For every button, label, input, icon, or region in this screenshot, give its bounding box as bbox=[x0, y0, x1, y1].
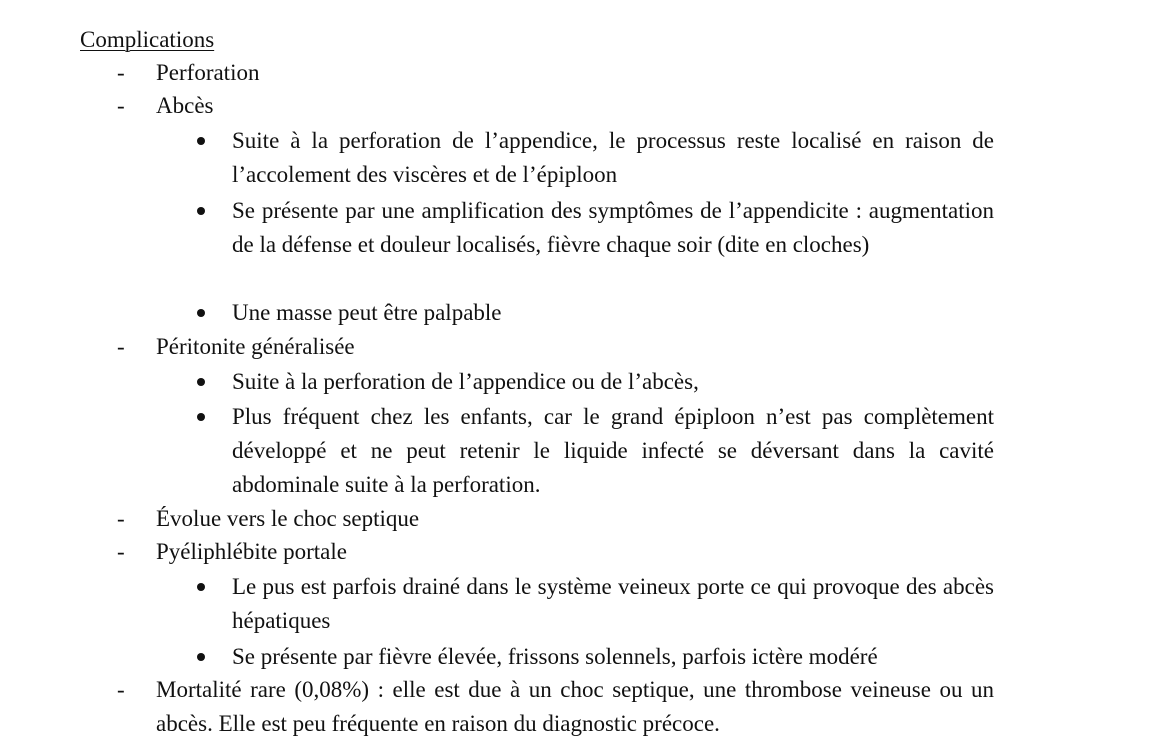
dash-marker: - bbox=[117, 506, 125, 531]
list-item-label: Pyéliphlébite portale bbox=[156, 539, 347, 564]
dash-marker: - bbox=[117, 539, 125, 564]
list-item-label: Péritonite généralisée bbox=[156, 334, 355, 359]
section-heading: Complications bbox=[80, 27, 215, 52]
list-item-label: Évolue vers le choc septique bbox=[156, 506, 420, 531]
bullet-icon bbox=[197, 309, 205, 317]
list-item-label: Mortalité rare (0,08%) : elle est due à un choc septique, une thrombose veineuse ou un abcès. Elle est peu fréquente en raison du diagnostic précoce. bbox=[156, 677, 994, 736]
sub-bullet-text: Le pus est parfois drainé dans le système veineux porte ce qui provoque des abcès hépatiques bbox=[232, 574, 994, 633]
sub-bullet-text: Une masse peut être palpable bbox=[232, 300, 502, 325]
sub-bullet-text: Se présente par une amplification des symptômes de l’appendicite : augmentation de la défense et douleur localisés, fièvre chaque soir (dite en cloches) bbox=[232, 198, 994, 257]
dash-marker: - bbox=[117, 60, 125, 85]
list-item-label: Abcès bbox=[156, 93, 214, 118]
dash-marker: - bbox=[117, 93, 125, 118]
bullet-icon bbox=[197, 583, 205, 591]
bullet-icon bbox=[197, 137, 205, 145]
sub-bullet-text: Suite à la perforation de l’appendice ou de l’abcès, bbox=[232, 369, 699, 394]
dash-marker: - bbox=[117, 334, 125, 359]
bullet-icon bbox=[197, 653, 205, 661]
list-item-label: Perforation bbox=[156, 60, 260, 85]
sub-bullet-text: Se présente par fièvre élevée, frissons solennels, parfois ictère modéré bbox=[232, 644, 878, 669]
dash-marker: - bbox=[117, 677, 125, 702]
bullet-icon bbox=[197, 207, 205, 215]
bullet-icon bbox=[197, 378, 205, 386]
sub-bullet-text: Plus fréquent chez les enfants, car le grand épiploon n’est pas complètement développé et ne peut retenir le liquide infecté se déversant dans la cavité abdominale suite à la perforation. bbox=[232, 404, 994, 497]
bullet-icon bbox=[197, 413, 205, 421]
sub-bullet-text: Suite à la perforation de l’appendice, le processus reste localisé en raison de l’accolement des viscères et de l’épiploon bbox=[232, 128, 994, 187]
